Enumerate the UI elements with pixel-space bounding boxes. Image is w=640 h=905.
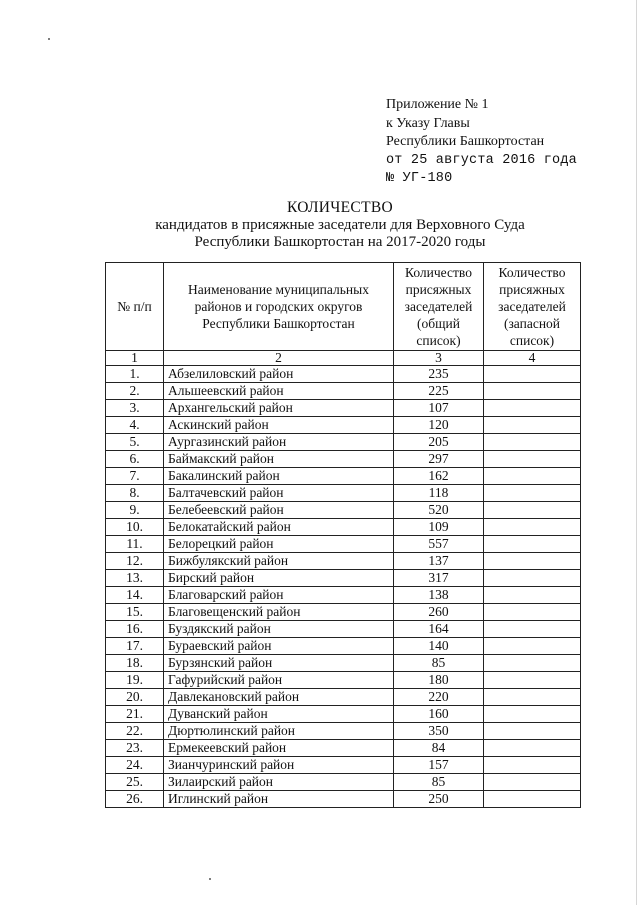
table-row bbox=[106, 553, 581, 570]
reserve-count bbox=[484, 553, 581, 570]
table-row bbox=[106, 536, 581, 553]
table-row bbox=[106, 621, 581, 638]
header-name: Наименование муниципальных районов и городских округов Республики Башкортостан bbox=[164, 263, 394, 351]
reserve-count bbox=[484, 434, 581, 451]
reserve-count bbox=[484, 519, 581, 536]
appendix-line: Республики Башкортостан bbox=[386, 134, 545, 149]
appendix-line: к Указу Главы bbox=[386, 115, 470, 131]
row-number: 12. bbox=[106, 553, 164, 570]
row-number: 26. bbox=[106, 791, 164, 808]
general-count: 260 bbox=[394, 604, 484, 621]
decree-date: от 25 августа 2016 года bbox=[386, 152, 577, 168]
table-index-row bbox=[106, 351, 581, 366]
table-row bbox=[106, 502, 581, 519]
row-number: 22. bbox=[106, 723, 164, 740]
district-name: Баймакский район bbox=[164, 451, 394, 468]
row-number: 5. bbox=[106, 434, 164, 451]
decree-number: № УГ-180 bbox=[386, 171, 453, 186]
table-row bbox=[106, 774, 581, 791]
reserve-count bbox=[484, 587, 581, 604]
table-row bbox=[106, 757, 581, 774]
row-number: 7. bbox=[106, 468, 164, 485]
general-count: 84 bbox=[394, 740, 484, 757]
row-number: 10. bbox=[106, 519, 164, 536]
scan-speck bbox=[48, 38, 50, 40]
general-count: 160 bbox=[394, 706, 484, 723]
row-number: 11. bbox=[106, 536, 164, 553]
district-name: Бирский район bbox=[164, 570, 394, 587]
general-count: 297 bbox=[394, 451, 484, 468]
district-name: Аскинский район bbox=[164, 417, 394, 434]
reserve-count bbox=[484, 638, 581, 655]
row-number: 19. bbox=[106, 672, 164, 689]
row-number: 6. bbox=[106, 451, 164, 468]
reserve-count bbox=[484, 468, 581, 485]
table-row bbox=[106, 587, 581, 604]
general-count: 85 bbox=[394, 774, 484, 791]
table-row bbox=[106, 434, 581, 451]
row-number: 13. bbox=[106, 570, 164, 587]
row-number: 1. bbox=[106, 366, 164, 383]
table-row bbox=[106, 519, 581, 536]
reserve-count bbox=[484, 400, 581, 417]
general-count: 220 bbox=[394, 689, 484, 706]
reserve-count bbox=[484, 757, 581, 774]
table-row bbox=[106, 638, 581, 655]
table-row bbox=[106, 485, 581, 502]
district-name: Бурзянский район bbox=[164, 655, 394, 672]
district-name: Альшеевский район bbox=[164, 383, 394, 400]
index-cell: 3 bbox=[394, 351, 484, 366]
appendix-header bbox=[386, 96, 626, 189]
district-name: Дуванский район bbox=[164, 706, 394, 723]
reserve-count bbox=[484, 689, 581, 706]
row-number: 21. bbox=[106, 706, 164, 723]
district-name: Абзелиловский район bbox=[164, 366, 394, 383]
row-number: 8. bbox=[106, 485, 164, 502]
table-row bbox=[106, 740, 581, 757]
index-cell: 4 bbox=[484, 351, 581, 366]
reserve-count bbox=[484, 655, 581, 672]
title-heading: КОЛИЧЕСТВО bbox=[287, 199, 393, 216]
table-row bbox=[106, 723, 581, 740]
table-row bbox=[106, 689, 581, 706]
table-row bbox=[106, 706, 581, 723]
table-row bbox=[106, 468, 581, 485]
district-name: Зилаирский район bbox=[164, 774, 394, 791]
reserve-count bbox=[484, 366, 581, 383]
row-number: 18. bbox=[106, 655, 164, 672]
general-count: 180 bbox=[394, 672, 484, 689]
reserve-count bbox=[484, 536, 581, 553]
district-name: Гафурийский район bbox=[164, 672, 394, 689]
row-number: 25. bbox=[106, 774, 164, 791]
general-count: 350 bbox=[394, 723, 484, 740]
row-number: 3. bbox=[106, 400, 164, 417]
table-row bbox=[106, 791, 581, 808]
row-number: 16. bbox=[106, 621, 164, 638]
title-line: кандидатов в присяжные заседатели для Верховного Суда bbox=[155, 216, 525, 233]
reserve-count bbox=[484, 791, 581, 808]
row-number: 4. bbox=[106, 417, 164, 434]
jurors-table bbox=[105, 262, 581, 808]
reserve-count bbox=[484, 417, 581, 434]
reserve-count bbox=[484, 740, 581, 757]
row-number: 15. bbox=[106, 604, 164, 621]
district-name: Иглинский район bbox=[164, 791, 394, 808]
reserve-count bbox=[484, 604, 581, 621]
row-number: 20. bbox=[106, 689, 164, 706]
district-name: Белокатайский район bbox=[164, 519, 394, 536]
table-header-row bbox=[106, 263, 581, 351]
table-row bbox=[106, 451, 581, 468]
table-row bbox=[106, 570, 581, 587]
general-count: 107 bbox=[394, 400, 484, 417]
district-name: Балтачевский район bbox=[164, 485, 394, 502]
district-name: Зианчуринский район bbox=[164, 757, 394, 774]
general-count: 140 bbox=[394, 638, 484, 655]
general-count: 317 bbox=[394, 570, 484, 587]
reserve-count bbox=[484, 774, 581, 791]
general-count: 235 bbox=[394, 366, 484, 383]
row-number: 24. bbox=[106, 757, 164, 774]
general-count: 557 bbox=[394, 536, 484, 553]
table-row bbox=[106, 672, 581, 689]
reserve-count bbox=[484, 570, 581, 587]
reserve-count bbox=[484, 485, 581, 502]
table-row bbox=[106, 417, 581, 434]
district-name: Ермекеевский район bbox=[164, 740, 394, 757]
reserve-count bbox=[484, 502, 581, 519]
scan-edge bbox=[636, 0, 637, 905]
general-count: 120 bbox=[394, 417, 484, 434]
header-general: Количество присяжных заседателей (общий список) bbox=[394, 263, 484, 351]
district-name: Бураевский район bbox=[164, 638, 394, 655]
general-count: 109 bbox=[394, 519, 484, 536]
general-count: 205 bbox=[394, 434, 484, 451]
district-name: Давлекановский район bbox=[164, 689, 394, 706]
row-number: 2. bbox=[106, 383, 164, 400]
general-count: 162 bbox=[394, 468, 484, 485]
district-name: Белорецкий район bbox=[164, 536, 394, 553]
table-row bbox=[106, 655, 581, 672]
table-row bbox=[106, 400, 581, 417]
district-name: Благоварский район bbox=[164, 587, 394, 604]
table-row bbox=[106, 383, 581, 400]
document-title bbox=[130, 199, 550, 252]
index-cell: 1 bbox=[106, 351, 164, 366]
row-number: 23. bbox=[106, 740, 164, 757]
district-name: Белебеевский район bbox=[164, 502, 394, 519]
district-name: Бакалинский район bbox=[164, 468, 394, 485]
general-count: 157 bbox=[394, 757, 484, 774]
general-count: 118 bbox=[394, 485, 484, 502]
district-name: Бижбулякский район bbox=[164, 553, 394, 570]
general-count: 520 bbox=[394, 502, 484, 519]
general-count: 164 bbox=[394, 621, 484, 638]
index-cell: 2 bbox=[164, 351, 394, 366]
reserve-count bbox=[484, 383, 581, 400]
district-name: Благовещенский район bbox=[164, 604, 394, 621]
title-line: Республики Башкортостан на 2017-2020 годы bbox=[194, 234, 486, 250]
row-number: 17. bbox=[106, 638, 164, 655]
reserve-count bbox=[484, 706, 581, 723]
district-name: Дюртюлинский район bbox=[164, 723, 394, 740]
general-count: 137 bbox=[394, 553, 484, 570]
general-count: 85 bbox=[394, 655, 484, 672]
row-number: 9. bbox=[106, 502, 164, 519]
general-count: 225 bbox=[394, 383, 484, 400]
header-num: № п/п bbox=[106, 263, 164, 351]
district-name: Буздякский район bbox=[164, 621, 394, 638]
general-count: 250 bbox=[394, 791, 484, 808]
district-name: Аургазинский район bbox=[164, 434, 394, 451]
row-number: 14. bbox=[106, 587, 164, 604]
reserve-count bbox=[484, 723, 581, 740]
table-row bbox=[106, 366, 581, 383]
scan-speck bbox=[209, 878, 211, 880]
header-reserve: Количество присяжных заседателей (запасной список) bbox=[484, 263, 581, 351]
table-row bbox=[106, 604, 581, 621]
general-count: 138 bbox=[394, 587, 484, 604]
reserve-count bbox=[484, 621, 581, 638]
district-name: Архангельский район bbox=[164, 400, 394, 417]
appendix-line: Приложение № 1 bbox=[386, 97, 489, 112]
reserve-count bbox=[484, 672, 581, 689]
reserve-count bbox=[484, 451, 581, 468]
